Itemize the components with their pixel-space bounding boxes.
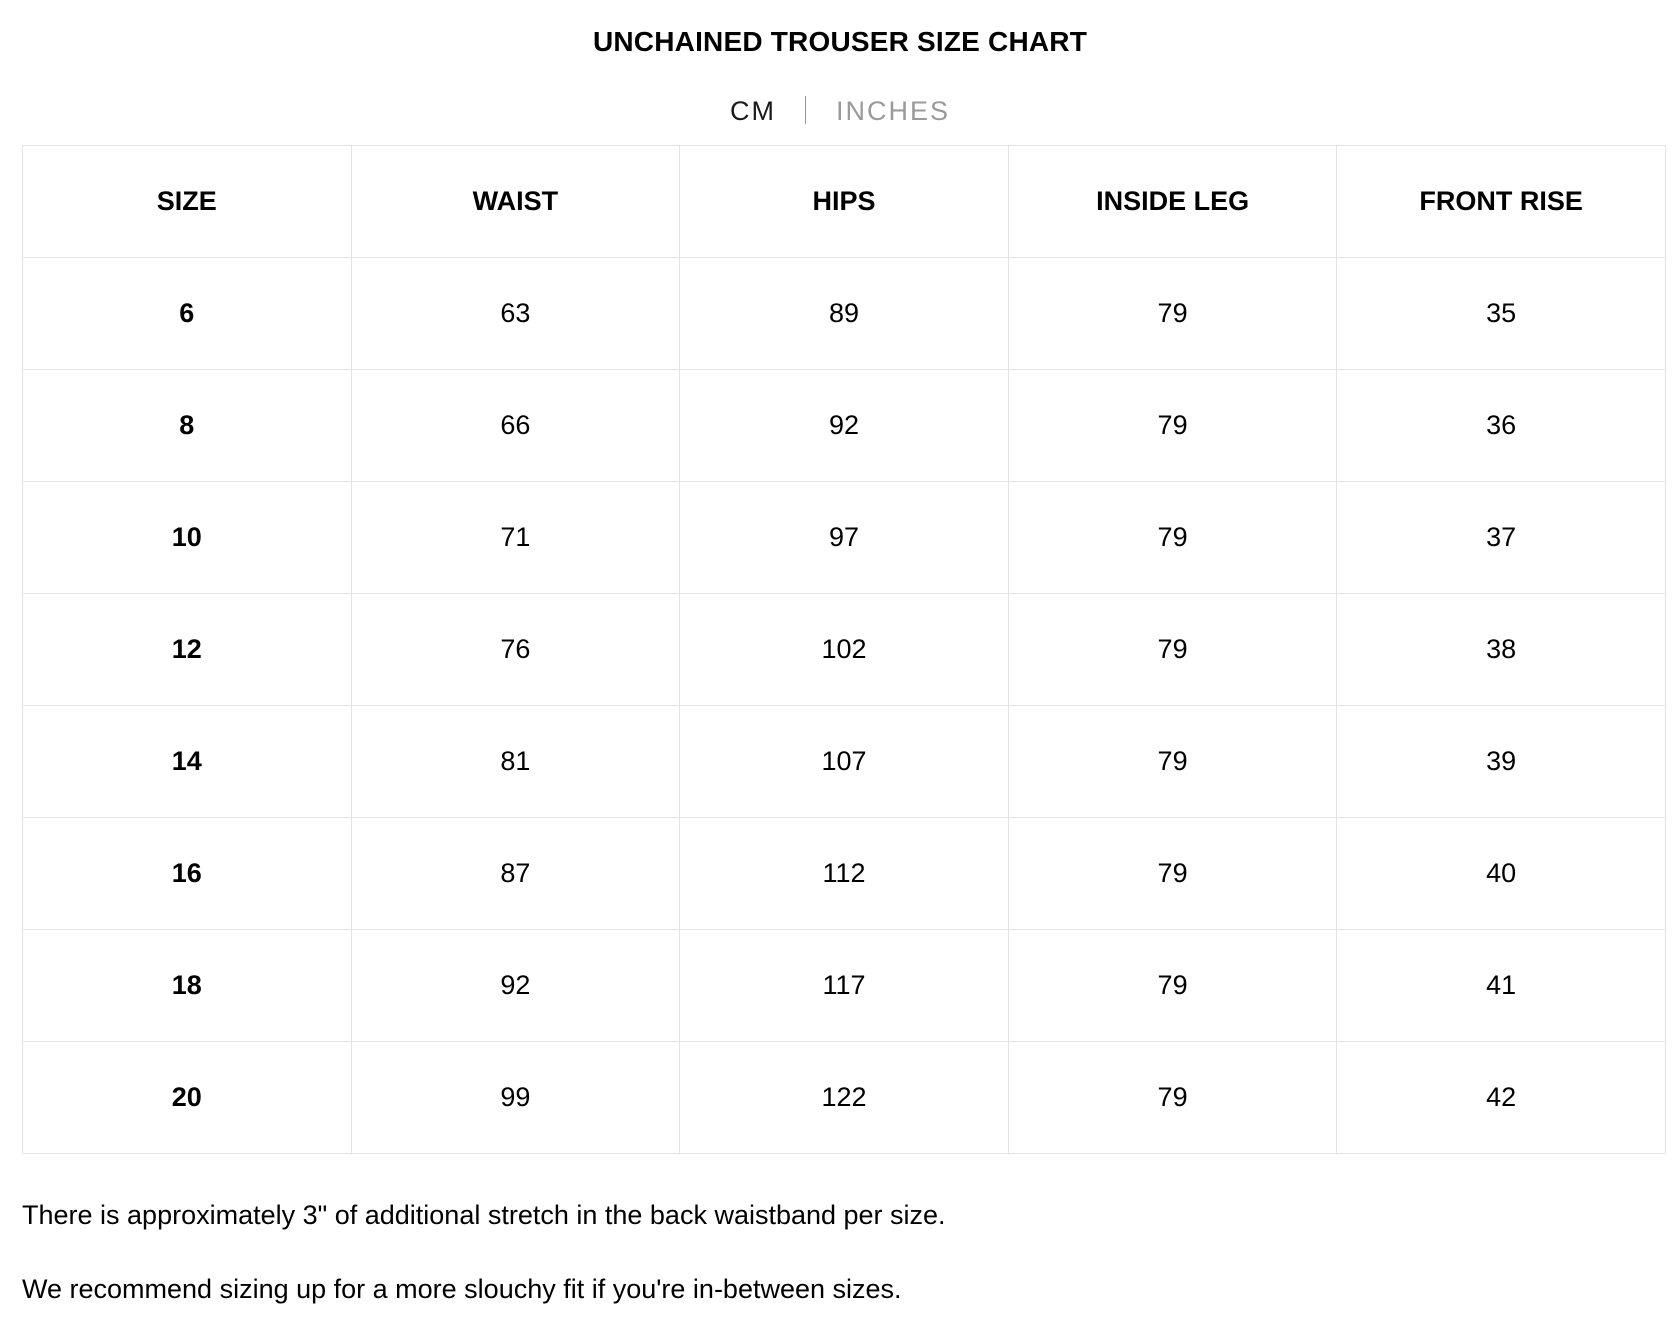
table-row (23, 930, 1666, 1042)
size-cell: 14 (23, 706, 352, 818)
size-cell: 16 (23, 818, 352, 930)
waist-cell: 81 (351, 706, 680, 818)
unit-cm-tab[interactable]: CM (729, 96, 776, 126)
size-table (22, 145, 1666, 1154)
size-cell: 8 (23, 370, 352, 482)
waist-cell: 66 (351, 370, 680, 482)
hips-cell: 92 (680, 370, 1009, 482)
inside-leg-cell: 79 (1008, 706, 1337, 818)
fit-recommendation-note: We recommend sizing up for a more slouchy fit if you're in-between sizes. (22, 1274, 902, 1304)
hips-cell: 112 (680, 818, 1009, 930)
size-cell: 6 (23, 258, 352, 370)
front-rise-cell: 41 (1337, 930, 1666, 1042)
hips-cell: 117 (680, 930, 1009, 1042)
inside-leg-cell: 79 (1008, 1042, 1337, 1154)
front-rise-cell: 42 (1337, 1042, 1666, 1154)
inside-leg-cell: 79 (1008, 930, 1337, 1042)
front-rise-cell: 38 (1337, 594, 1666, 706)
size-cell: 10 (23, 482, 352, 594)
header-inside-leg: INSIDE LEG (1008, 146, 1337, 258)
front-rise-cell: 39 (1337, 706, 1666, 818)
inside-leg-cell: 79 (1008, 370, 1337, 482)
hips-cell: 97 (680, 482, 1009, 594)
inside-leg-cell: 79 (1008, 594, 1337, 706)
header-waist: WAIST (351, 146, 680, 258)
header-size: SIZE (23, 146, 352, 258)
table-row (23, 594, 1666, 706)
size-cell: 12 (23, 594, 352, 706)
inside-leg-cell: 79 (1008, 258, 1337, 370)
table-row (23, 258, 1666, 370)
hips-cell: 102 (680, 594, 1009, 706)
size-cell: 18 (23, 930, 352, 1042)
waist-cell: 99 (351, 1042, 680, 1154)
waist-cell: 63 (351, 258, 680, 370)
unit-toggle (0, 96, 1680, 127)
unit-inches-tab[interactable]: INCHES (836, 96, 951, 126)
table-header-row (23, 146, 1666, 258)
unit-divider (805, 96, 806, 124)
stretch-note: There is approximately 3" of additional stretch in the back waistband per size. (22, 1200, 946, 1230)
page-title: UNCHAINED TROUSER SIZE CHART (592, 26, 1088, 57)
waist-cell: 87 (351, 818, 680, 930)
hips-cell: 107 (680, 706, 1009, 818)
waist-cell: 76 (351, 594, 680, 706)
front-rise-cell: 35 (1337, 258, 1666, 370)
front-rise-cell: 37 (1337, 482, 1666, 594)
table-row (23, 370, 1666, 482)
table-row (23, 482, 1666, 594)
size-cell: 20 (23, 1042, 352, 1154)
header-front-rise: FRONT RISE (1337, 146, 1666, 258)
table-row (23, 1042, 1666, 1154)
inside-leg-cell: 79 (1008, 482, 1337, 594)
table-row (23, 818, 1666, 930)
hips-cell: 122 (680, 1042, 1009, 1154)
waist-cell: 71 (351, 482, 680, 594)
waist-cell: 92 (351, 930, 680, 1042)
header-hips: HIPS (680, 146, 1009, 258)
front-rise-cell: 40 (1337, 818, 1666, 930)
table-row (23, 706, 1666, 818)
inside-leg-cell: 79 (1008, 818, 1337, 930)
hips-cell: 89 (680, 258, 1009, 370)
front-rise-cell: 36 (1337, 370, 1666, 482)
